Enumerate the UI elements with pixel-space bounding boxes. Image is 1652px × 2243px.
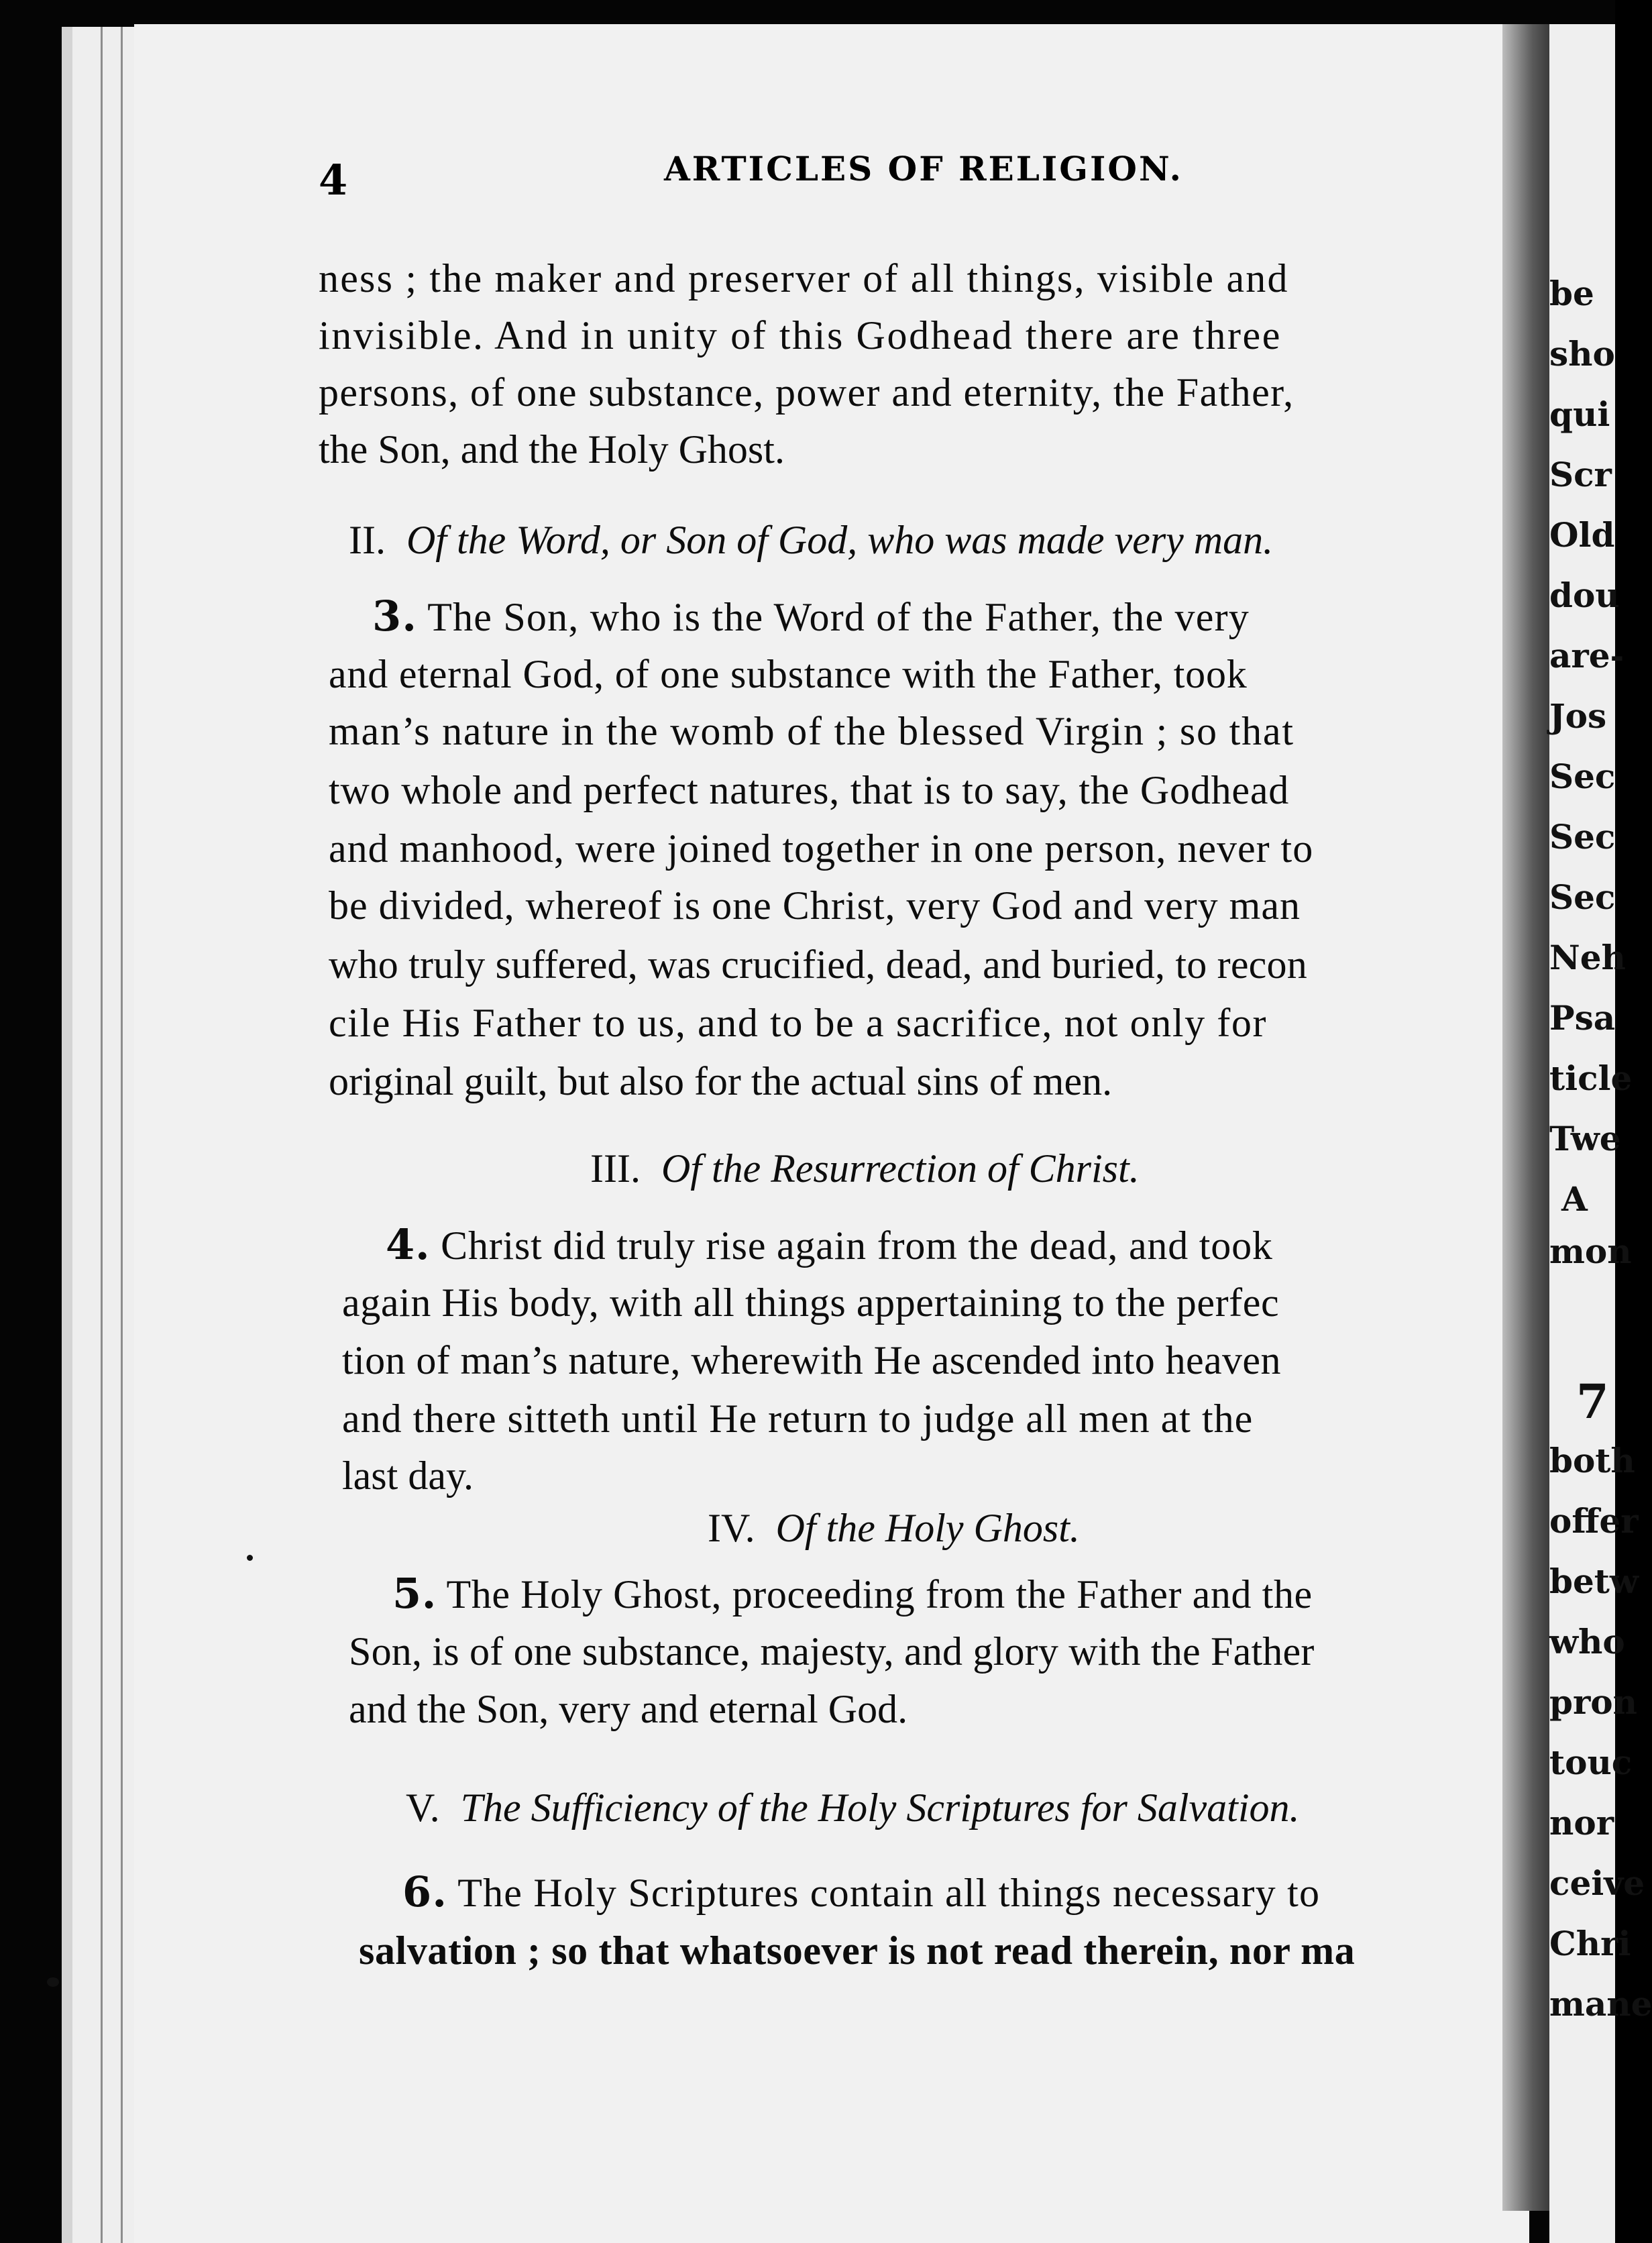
text-line: and the Son, very and eternal God. (349, 1687, 908, 1731)
text-line: the Son, and the Holy Ghost. (319, 427, 785, 472)
text-line: two whole and perfect natures, that is to say, the Godhead (329, 768, 1290, 812)
text-line: and eternal God, of one substance with the Father, took (329, 652, 1248, 696)
text-line: Son, is of one substance, majesty, and glory with the Father (349, 1629, 1315, 1674)
section-title: Of the Holy Ghost. (775, 1506, 1080, 1550)
article-number: 6. (402, 1867, 448, 1916)
section-title: The Sufficiency of the Holy Scriptures for Salvation. (460, 1786, 1300, 1830)
facing-page-fragment: nor (1549, 1803, 1614, 1843)
text-line (392, 1569, 1313, 1618)
facing-page-fragment: Psa (1549, 998, 1616, 1038)
facing-page (1549, 24, 1652, 2243)
facing-page-fragment: qui (1549, 394, 1610, 434)
page-edge-line (101, 27, 103, 2243)
page-edge-stack-inner (72, 27, 140, 2243)
facing-page-fragment: A (1561, 1179, 1588, 1219)
section-heading (349, 520, 1273, 560)
text-line: be divided, whereof is one Christ, very God and very man (329, 883, 1301, 928)
text-line: and manhood, were joined together in one person, never to (329, 826, 1314, 871)
facing-page-fragment: betw (1549, 1562, 1639, 1601)
facing-page-fragment: both (1549, 1441, 1635, 1480)
section-numeral: III. (590, 1146, 641, 1191)
scan-speck (47, 1977, 59, 1987)
facing-page-fragment: offer (1549, 1501, 1639, 1541)
facing-page-fragment: Neh (1549, 938, 1626, 977)
text-line: ness ; the maker and preserver of all things, visible and (319, 256, 1289, 300)
text-line: salvation ; so that whatsoever is not read therein, nor ma (359, 1928, 1356, 1973)
page-edge-line (121, 27, 123, 2243)
facing-page-fragment: Scr (1549, 455, 1612, 494)
text-fragment: The Holy Ghost, proceeding from the Father and the (446, 1572, 1313, 1617)
facing-page-fragment: are- (1549, 636, 1625, 675)
text-line (402, 1867, 1321, 1916)
facing-page-fragment: Old (1549, 515, 1615, 555)
text-line: again His body, with all things appertaining to the perfec (342, 1280, 1280, 1325)
text-line: who truly suffered, was crucified, dead, and buried, to recon (329, 942, 1307, 987)
article-number: 3. (372, 592, 418, 641)
facing-page-fragment: Chri (1549, 1924, 1631, 1963)
text-line: last day. (342, 1454, 474, 1498)
article-number: 5. (392, 1569, 437, 1618)
text-line (386, 1220, 1273, 1269)
text-line: cile His Father to us, and to be a sacrifice, not only for (329, 1001, 1268, 1045)
section-heading (406, 1788, 1300, 1828)
text-line: man’s nature in the womb of the blessed Virgin ; so that (329, 709, 1295, 753)
section-numeral: V. (406, 1786, 440, 1830)
section-title: Of the Resurrection of Christ. (661, 1146, 1140, 1191)
facing-page-fragment: mane (1549, 1984, 1652, 2024)
section-heading (590, 1148, 1140, 1189)
text-fragment: Christ did truly rise again from the dead, and took (441, 1223, 1273, 1268)
scan-speck (247, 1555, 253, 1561)
facing-page-fragment: 7 (1576, 1374, 1609, 1429)
text-line: original guilt, but also for the actual sins of men. (329, 1059, 1113, 1103)
section-numeral: IV. (708, 1506, 755, 1550)
facing-page-fragment: Jos (1549, 696, 1607, 736)
text-line: and there sitteth until He return to judge all men at the (342, 1397, 1254, 1441)
page-number: 4 (319, 156, 348, 205)
facing-page-fragment: Sec (1549, 757, 1616, 796)
section-numeral: II. (349, 518, 386, 562)
facing-page-fragment: who (1549, 1622, 1625, 1661)
text-line: tion of man’s nature, wherewith He ascended into heaven (342, 1338, 1281, 1382)
text-fragment: The Holy Scriptures contain all things necessary to (457, 1871, 1321, 1915)
facing-page-fragment: dou (1549, 576, 1620, 615)
facing-page-fragment: ceive (1549, 1863, 1645, 1903)
facing-page-fragment: sho (1549, 334, 1615, 374)
running-title: ARTICLES OF RELIGION. (664, 149, 1183, 188)
text-line (372, 592, 1250, 641)
facing-page-fragment: be (1549, 274, 1594, 313)
article-number: 4. (386, 1220, 431, 1269)
section-title: Of the Word, or Son of God, who was made very man. (406, 518, 1274, 562)
text-fragment: The Son, who is the Word of the Father, the very (427, 595, 1250, 639)
facing-page-fragment: ticle (1549, 1058, 1633, 1098)
section-heading (708, 1508, 1080, 1548)
text-line: persons, of one substance, power and eternity, the Father, (319, 370, 1295, 415)
facing-page-fragment: pron (1549, 1682, 1638, 1722)
facing-page-fragment: Twe (1549, 1119, 1621, 1158)
facing-page-fragment: Sec (1549, 817, 1616, 857)
facing-page-fragment: mon (1549, 1232, 1632, 1271)
facing-page-fragment: Sec (1549, 877, 1616, 917)
text-line: invisible. And in unity of this Godhead there are three (319, 313, 1282, 358)
facing-page-fragment: touc (1549, 1743, 1633, 1782)
